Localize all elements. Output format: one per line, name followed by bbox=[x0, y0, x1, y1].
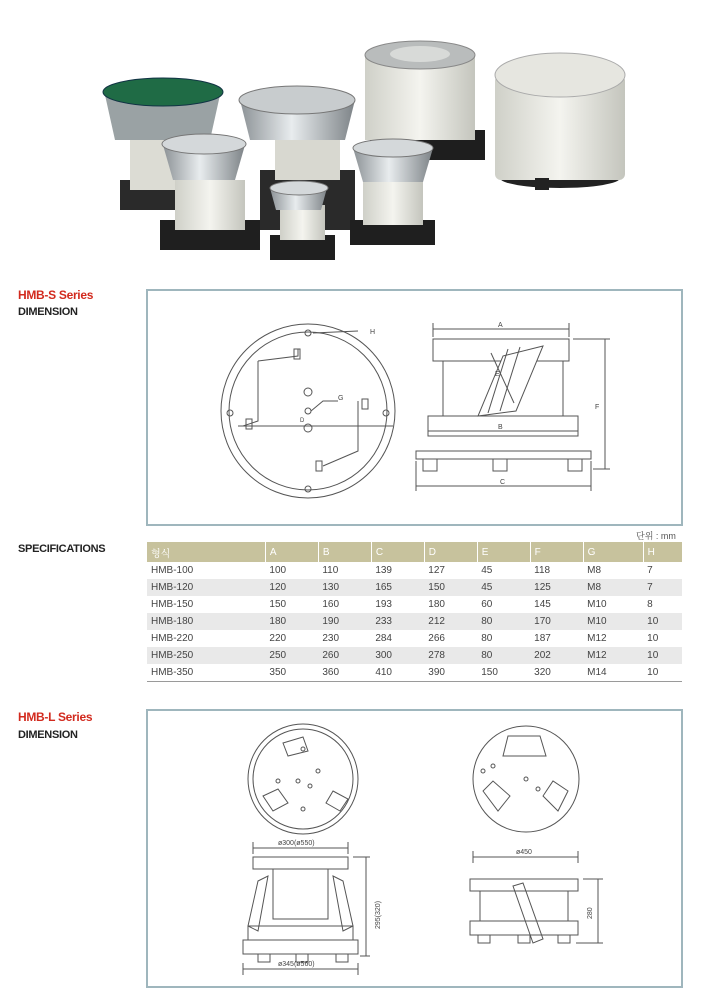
l-right-top-dim: ø450 bbox=[516, 849, 532, 856]
table-cell: 130 bbox=[318, 579, 371, 596]
table-cell: 165 bbox=[371, 579, 424, 596]
table-cell: 170 bbox=[530, 613, 583, 630]
table-cell: 233 bbox=[371, 613, 424, 630]
table-cell: HMB-120 bbox=[147, 579, 265, 596]
table-cell: 7 bbox=[647, 565, 653, 576]
table-cell: 360 bbox=[318, 664, 371, 682]
table-cell: 80 bbox=[481, 633, 493, 644]
table-cell: M14 bbox=[583, 664, 643, 682]
header-a: A bbox=[265, 542, 318, 562]
table-cell: HMB-150 bbox=[151, 599, 194, 610]
table-cell: 118 bbox=[534, 565, 551, 576]
table-cell: 300 bbox=[371, 647, 424, 664]
table-cell: 250 bbox=[265, 647, 318, 664]
label-d: D bbox=[300, 418, 305, 424]
header-h: H bbox=[643, 542, 682, 562]
table-row bbox=[147, 613, 682, 630]
specifications-title: SPECIFICATIONS bbox=[18, 543, 106, 555]
table-cell: 260 bbox=[318, 647, 371, 664]
table-cell: 110 bbox=[322, 565, 339, 576]
table-cell: 278 bbox=[424, 647, 477, 664]
table-cell: HMB-100 bbox=[151, 565, 194, 576]
table-cell: 202 bbox=[530, 647, 583, 664]
unit-label: 단위 : mm bbox=[636, 531, 676, 541]
table-cell: 80 bbox=[477, 613, 530, 630]
table-cell: 60 bbox=[481, 599, 493, 610]
product-photo bbox=[95, 30, 630, 275]
table-cell: 266 bbox=[428, 633, 445, 644]
header-b: B bbox=[318, 542, 371, 562]
table-cell: 120 bbox=[265, 579, 318, 596]
table-cell: M8 bbox=[587, 565, 602, 576]
table-cell: 150 bbox=[269, 599, 287, 610]
table-cell: 139 bbox=[375, 565, 392, 576]
table-cell: 190 bbox=[318, 613, 371, 630]
table-cell: 160 bbox=[322, 599, 340, 610]
header-c: C bbox=[371, 542, 424, 562]
s-series-subtitle: DIMENSION bbox=[18, 306, 78, 318]
l-series-title: HMB-L Series bbox=[18, 710, 93, 724]
table-row bbox=[147, 596, 682, 613]
table-cell: 7 bbox=[643, 579, 682, 596]
l-right-height-dim: 280 bbox=[587, 907, 594, 919]
table-cell: HMB-350 bbox=[147, 664, 265, 682]
s-series-title: HMB-S Series bbox=[18, 288, 94, 302]
spec-header-row bbox=[147, 542, 682, 562]
table-row bbox=[147, 579, 682, 596]
table-cell: 193 bbox=[375, 599, 392, 610]
table-cell: 125 bbox=[530, 579, 583, 596]
s-series-dimension-drawing bbox=[148, 291, 681, 524]
table-cell: 100 bbox=[269, 565, 287, 576]
table-cell: 45 bbox=[481, 565, 493, 576]
label-b: B bbox=[498, 424, 503, 431]
label-c: C bbox=[500, 479, 506, 486]
table-cell: HMB-180 bbox=[147, 613, 265, 630]
table-row bbox=[147, 647, 682, 664]
table-cell: 10 bbox=[643, 647, 682, 664]
header-e: E bbox=[477, 542, 530, 562]
label-a: A bbox=[498, 322, 503, 329]
table-cell: 10 bbox=[647, 633, 659, 644]
label-e: E bbox=[495, 371, 500, 378]
table-cell: 187 bbox=[534, 633, 551, 644]
table-cell: 320 bbox=[530, 664, 583, 682]
header-f: F bbox=[530, 542, 583, 562]
table-row bbox=[147, 664, 682, 682]
spec-table bbox=[147, 542, 682, 682]
table-cell: 145 bbox=[534, 599, 551, 610]
table-cell: 180 bbox=[428, 599, 445, 610]
table-cell: 150 bbox=[424, 579, 477, 596]
table-cell: 80 bbox=[477, 647, 530, 664]
table-cell: 150 bbox=[477, 664, 530, 682]
l-left-bottom-dim: ø345(ø560) bbox=[278, 961, 315, 968]
table-cell: M10 bbox=[587, 599, 607, 610]
table-cell: 8 bbox=[647, 599, 653, 610]
table-cell: 212 bbox=[424, 613, 477, 630]
table-cell: 127 bbox=[428, 565, 445, 576]
table-cell: M12 bbox=[583, 647, 643, 664]
table-cell: 284 bbox=[375, 633, 392, 644]
table-cell: 390 bbox=[424, 664, 477, 682]
table-cell: 350 bbox=[265, 664, 318, 682]
header-g: G bbox=[583, 542, 643, 562]
table-cell: M12 bbox=[587, 633, 607, 644]
table-cell: 220 bbox=[269, 633, 287, 644]
label-g: G bbox=[338, 395, 344, 402]
label-h: H bbox=[370, 329, 376, 336]
table-row bbox=[147, 562, 682, 579]
table-cell: 10 bbox=[643, 613, 682, 630]
table-cell: M8 bbox=[583, 579, 643, 596]
l-left-top-dim: ø300(ø550) bbox=[278, 840, 315, 847]
s-series-dimension-panel bbox=[146, 289, 683, 526]
table-cell: 10 bbox=[643, 664, 682, 682]
l-series-dimension-panel bbox=[146, 709, 683, 988]
table-cell: 410 bbox=[371, 664, 424, 682]
large-feeder-drum bbox=[495, 53, 625, 190]
small-feeder-front-right bbox=[350, 139, 435, 245]
table-cell: 45 bbox=[477, 579, 530, 596]
l-series-subtitle: DIMENSION bbox=[18, 729, 78, 741]
table-cell: 230 bbox=[322, 633, 340, 644]
l-series-dimension-drawing bbox=[148, 711, 681, 986]
table-cell: HMB-220 bbox=[151, 633, 194, 644]
label-f: F bbox=[595, 404, 600, 411]
l-left-height-dim: 295(320) bbox=[375, 900, 382, 929]
header-model: 형식 bbox=[147, 542, 265, 562]
table-cell: HMB-250 bbox=[147, 647, 265, 664]
table-cell: 180 bbox=[265, 613, 318, 630]
table-cell: M10 bbox=[583, 613, 643, 630]
table-row bbox=[147, 630, 682, 647]
header-d: D bbox=[424, 542, 477, 562]
small-feeder-front-left bbox=[160, 134, 260, 250]
